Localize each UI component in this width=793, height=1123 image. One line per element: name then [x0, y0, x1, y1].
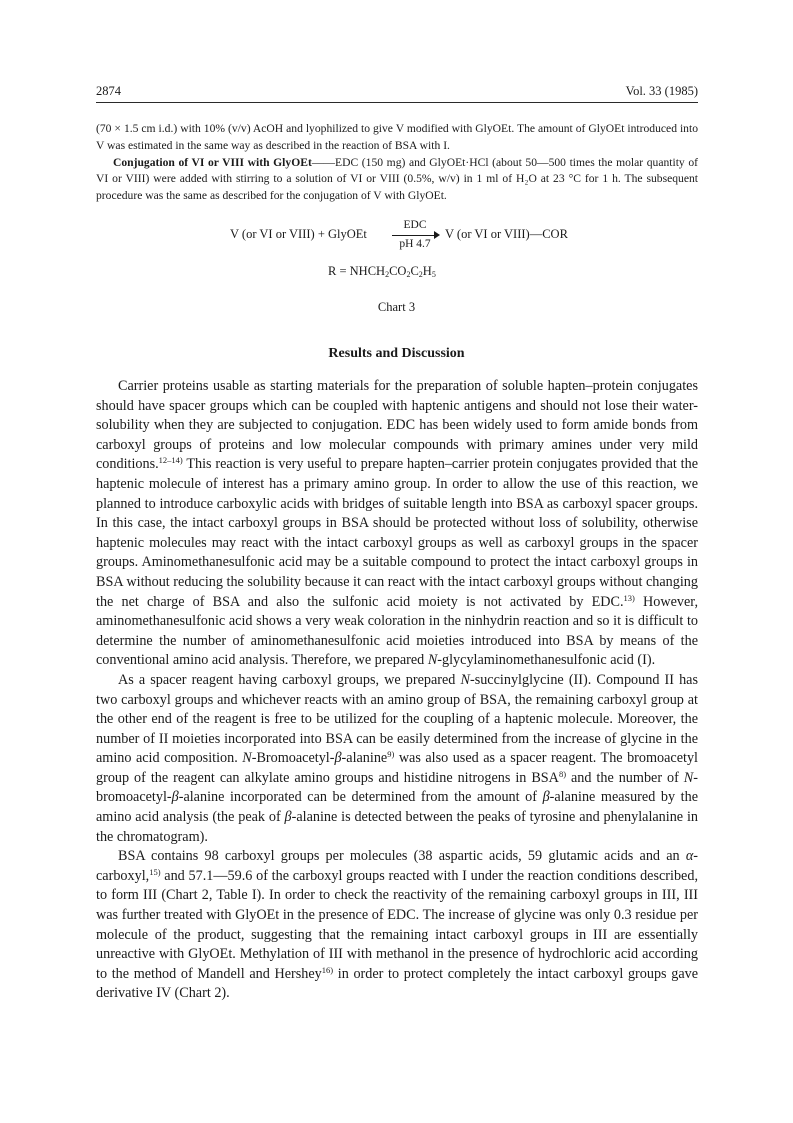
reaction-product: V (or VI or VIII)—COR: [445, 227, 568, 241]
body-paragraph-3: BSA contains 98 carboxyl groups per molecules (38 aspartic acids, 59 glutamic acids and an α-carboxyl,$^{15)}$ and 57.1—59.6 of the carboxyl groups reacted with I under the reaction conditions described, to form III (Chart 2, Table I). In order to check the reactivity of the remaining carboxyl groups in III, III was further treated with GlyOEt in the presence of EDC. The increase of glycine was only 0.3 residue per molecule of the product, suggesting that the remaining intact carboxyl groups in III are essentially unreactive with GlyOEt. Methylation of III with methanol in the presence of hydrochloric acid according to the method of Mandell and Hershey$^{16)}$ in order to protect completely the intact carboxyl groups gave derivative IV (Chart 2).: [96, 848, 699, 1002]
methods-paragraph-2-text: ——EDC (150 mg) and GlyOEt·HCl (about 50—500 times the molar quantity of VI or VIII) were added with stirring to a solution of VI or VIII (0.5%, w/v) in 1 ml of H₂O at 23 °C for 1 h. The subsequent procedure was the same as described for the conjugation of V with GlyOEt.: [96, 155, 698, 203]
citation: 8): [558, 768, 567, 779]
methods-paragraph-2: [96, 155, 698, 205]
citation: 9): [387, 749, 395, 760]
body-text: [96, 377, 698, 1004]
volume-label: Vol. 33 (1985): [625, 84, 698, 98]
arrow-line: [392, 235, 436, 236]
citation: 16): [321, 964, 334, 975]
reaction-reactants: V (or VI or VIII) + GlyOEt: [230, 227, 367, 241]
reaction-condition: pH 4.7: [399, 238, 431, 250]
r-group-definition: $R = NHCH_2CO_2C_2H_5$: [328, 264, 436, 279]
citation: 13): [623, 592, 635, 603]
methods-text: [96, 121, 698, 205]
reaction-reagent: EDC: [403, 219, 427, 231]
citation: 12–14): [158, 455, 183, 466]
chart-label: Chart 3: [377, 300, 416, 314]
running-header: [96, 84, 698, 103]
body-paragraph-1: Carrier proteins usable as starting materials for the preparation of soluble hapten–protein conjugates should have spacer groups which can be coupled with haptenic antigens and should not lose their water-solubility when they are subjected to conjugation. EDC has been widely used to form amide bonds from carboxyl groups of proteins and low molecular compounds with primary amines under very mild conditions.$^{12-14)}$ This reaction is very useful to prepare hapten–carrier protein conjugates provided that the haptenic molecule of interest has a primary amino group. In order to allow the use of this reaction, we planned to introduce carboxylic acids with bridges of suitable length into BSA as carboxyl spacer groups. In this case, the intact carboxyl groups in BSA should be protected without loss of solubility, otherwise haptenic molecules may react with the intact carboxyl groups as well as carboxyl groups in the spacer groups. Aminomethanesulfonic acid may be a suitable compound to protect the intact carboxyl groups in BSA without reducing the solubility because it can react with the intact carboxyl groups without changing the net charge of BSA and also the sulfonic acid moiety is not activated by EDC.$^{13)}$ However, aminomethanesulfonic acid shows a very weak coloration in the ninhydrin reaction and so it is difficult to determine the number of aminomethanesulfonic acid moieties introduced into BSA by means of the conventional amino acid analysis. Therefore, we prepared N-glycylaminomethanesulfonic acid (I).: [96, 378, 698, 669]
reaction-equation: [230, 219, 590, 259]
section-title: Results and Discussion: [328, 346, 465, 361]
citation: 15): [149, 866, 161, 877]
methods-paragraph-1: (70 × 1.5 cm i.d.) with 10% (v/v) AcOH and lyophilized to give V modified with GlyOEt. The amount of GlyOEt introduced into V was estimated in the same way as described in the reaction of BSA with I.: [96, 122, 698, 152]
body-paragraph-2: As a spacer reagent having carboxyl groups, we prepared N-succinylglycine (II). Compound II has two carboxyl groups and whichever reacts with an amino group of BSA, the remaining carboxyl group at the other end of the reagent is free to be utilized for the coupling of a haptenic molecule. Moreover, the number of II moieties incorporated into BSA can be easily determined from the increase of glycine in the amino acid composition. N-Bromoacetyl-β-alanine$^{9)}$ was also used as a spacer reagent. The bromoacetyl group of the reagent can alkylate amino groups and histidine nitrogens in BSA$^{8)}$ and the number of N-bromoacetyl-β-alanine incorporated can be determined from the amount of β-alanine measured by the amino acid analysis (the peak of β-alanine is detected between the peaks of tyrosine and phenylalanine in the chromatogram).: [96, 671, 698, 845]
methods-subheading: Conjugation of VI or VIII with GlyOEt: [113, 155, 312, 169]
reaction-arrow: [390, 219, 440, 259]
page-number: 2874: [96, 84, 121, 98]
